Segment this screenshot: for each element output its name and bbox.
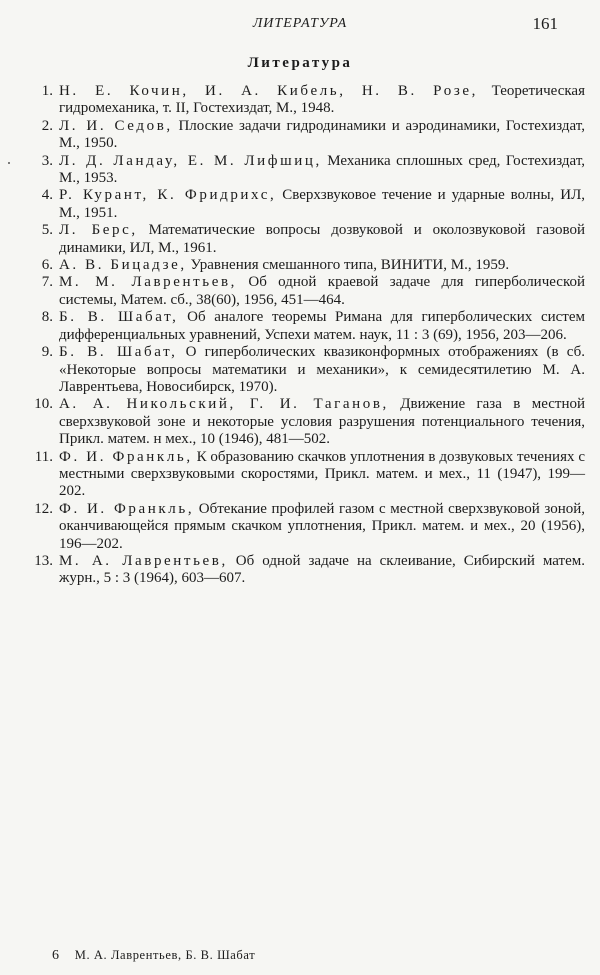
paper-speck [8,162,10,164]
reference-number: 6. [41,257,53,274]
reference-author: А. А. Никольский, Г. И. Таганов, [59,396,389,413]
reference-text: Механика сплошных сред, Гостехиздат, М., 1953. [59,152,585,187]
footer-signature-line [52,948,255,964]
reference-number: 4. [41,187,53,204]
reference-item [30,309,585,344]
reference-number: 9. [41,344,53,361]
reference-item [30,118,585,153]
reference-text: Математические вопросы дозвуковой и околозвуковой газовой динамики, ИЛ, М., 1961. [59,222,585,256]
reference-item [30,83,585,118]
reference-number: 13. [34,552,53,569]
reference-item [30,153,585,188]
reference-list [30,83,585,588]
reference-number: 1. [41,83,53,99]
footer-authors: М. А. Лаврентьев, Б. В. Шабат [74,948,256,962]
reference-item [30,257,585,274]
reference-item [30,501,585,553]
reference-author: Л. Берс, [59,222,138,239]
reference-author: М. М. Лаврентьев, [59,274,238,291]
reference-text: Движение газа в местной сверхзвуковой зоне и некоторые условия разрушения потенциального течения, Прикл. матем. н мех., 10 (1946), 481—502. [59,396,585,448]
reference-number: 12. [34,500,53,517]
reference-text: Теоретическая гидромеханика, т. II, Гостехиздат, М., 1948. [59,83,585,117]
reference-text: Плоские задачи гидродинамики и аэродинамики, Гостехиздат, М., 1950. [59,117,585,152]
reference-text: Сверхзвуковое течение и ударные волны, ИЛ, М., 1951. [59,187,585,221]
running-header [0,16,600,38]
reference-author: Б. В. Шабат, [59,344,178,361]
reference-text: О гиперболических квазиконформных отображениях (в сб. «Некоторые вопросы математики и механики», к семидесятилетию М. А. Лаврентьева, Новосибирск, 1970). [59,344,585,395]
reference-item [30,187,585,222]
reference-author: Л. И. Седов, [59,117,173,134]
reference-number: 3. [41,152,53,169]
reference-author: Л. Д. Ландау, Е. М. Лифшиц, [59,152,322,169]
reference-text: Обтекание профилей газом с местной сверхзвуковой зоной, оканчивающейся прямым скачком уплотнения, Прикл. матем. и мех., 20 (1956), 196—202. [59,500,586,552]
reference-author: М. А. Лаврентьев, [59,552,228,569]
reference-number: 8. [41,309,53,326]
reference-text: Уравнения смешанного типа, ВИНИТИ, М., 1959. [186,257,510,274]
reference-item [30,222,585,257]
reference-author: Ф. И. Франкль, [59,500,195,517]
reference-number: 10. [34,396,53,413]
reference-author: А. В. Бицадзе, [59,257,187,274]
reference-author: Ф. И. Франкль, [59,448,193,465]
reference-author: Р. Курант, К. Фридрихс, [59,187,277,204]
reference-number: 7. [41,274,53,291]
reference-item [30,344,585,396]
reference-author: Б. В. Шабат, [59,309,179,326]
reference-number: 5. [41,222,53,239]
reference-number: 2. [41,117,53,134]
reference-item [30,274,585,309]
reference-item [30,553,585,588]
section-title: Литература [247,55,353,71]
page-number: 161 [532,14,558,33]
reference-text: Об аналоге теоремы Римана для гиперболических систем дифференциальных уравнений, Успехи матем. наук, 11 : 3 (69), 1956, 203—206. [59,309,585,343]
reference-text: Об одной краевой задаче для гиперболической системы, Матем. сб., 38(60), 1956, 451—464. [59,274,585,308]
reference-number: 11. [34,448,53,465]
reference-text: К образованию скачков уплотнения в дозвуковых течениях с местными сверхзвуковыми скоростями, Прикл. матем. и мех., 11 (1947), 199—202. [59,448,585,500]
reference-author: Н. Е. Кочин, И. А. Кибель, Н. В. Розе, [59,83,478,99]
reference-item [30,396,585,448]
reference-text: Об одной задаче на склеивание, Сибирский матем. журн., 5 : 3 (1964), 603—607. [59,552,585,587]
reference-item [30,449,585,501]
running-title: ЛИТЕРАТУРА [252,16,348,31]
signature-mark: 6 [52,948,59,963]
